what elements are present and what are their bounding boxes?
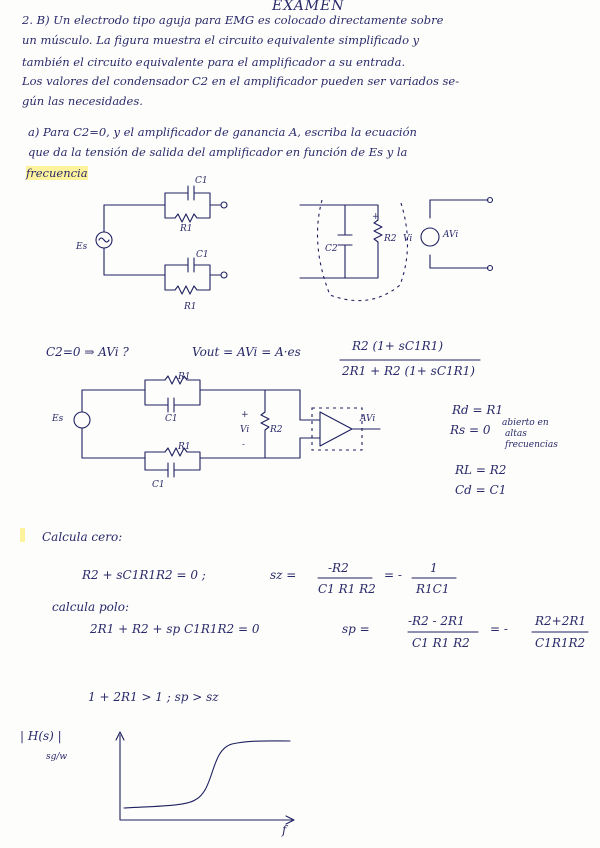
plus-label-2: + xyxy=(241,410,249,420)
minus-label: - xyxy=(242,440,246,450)
avi-output-label: AVi xyxy=(360,414,376,424)
sz-frac1-num: -R2 xyxy=(328,561,349,575)
note-rs: Rs = 0 xyxy=(450,423,491,437)
sz-frac2-num: 1 xyxy=(430,561,438,575)
c2-label: C2 xyxy=(325,244,338,254)
sp-label: sp = xyxy=(342,622,370,636)
sz-frac1-den: C1 R1 R2 xyxy=(318,582,376,596)
es-source-icon xyxy=(74,412,90,428)
graph-ylabel-2: sg/w xyxy=(46,752,68,762)
sp-frac2-num: R2+2R1 xyxy=(535,614,587,628)
graph-ylabel-1: | H(s) | xyxy=(20,729,62,743)
response-curve xyxy=(124,741,290,808)
problem-line-3: también el circuito equivalente para el amplificador a su entrada. xyxy=(22,55,406,69)
avi-source-label: AVi xyxy=(443,230,459,240)
sz-eq2: = - xyxy=(384,568,402,582)
sz-frac2-den: R1C1 xyxy=(416,582,450,596)
pole-heading: calcula polo: xyxy=(52,600,129,614)
problem-line-4: Los valores del condensador C2 en el amplificador pueden ser variados se- xyxy=(22,74,460,88)
pole-equation: 2R1 + R2 + sp C1R1R2 = 0 xyxy=(90,622,260,636)
frequency-response-graph xyxy=(116,732,294,824)
c1-top-label: C1 xyxy=(195,176,208,186)
full-circuit xyxy=(74,376,380,477)
dependent-source-icon xyxy=(421,228,439,246)
r1-bottom-label: R1 xyxy=(184,302,197,312)
c1-bottom-label-2: C1 xyxy=(152,480,165,490)
sp-frac2-den: C1R1R2 xyxy=(535,636,586,650)
problem-line-2: un músculo. La figura muestra el circuito equivalente simplificado y xyxy=(22,33,420,47)
sp-frac1-den: C1 R1 R2 xyxy=(412,636,470,650)
r2-label: R2 xyxy=(384,234,397,244)
note-rl: RL = R2 xyxy=(455,463,507,477)
sp-frac1-num: -R2 - 2R1 xyxy=(408,614,465,628)
part-a-line-1: a) Para C2=0, y el amplificador de ganancia A, escriba la ecuación xyxy=(28,125,417,139)
vi-label-2: Vi xyxy=(240,425,250,435)
electrode-circuit xyxy=(96,186,227,294)
zero-equation: R2 + sC1R1R2 = 0 ; xyxy=(82,568,206,582)
part-a-line-2: que da la tensión de salida del amplificador en función de Es y la xyxy=(28,145,408,159)
note-open-1: abierto en xyxy=(502,418,549,428)
es-label-2: Es xyxy=(52,414,64,424)
comparison: 1 + 2R1 > 1 ; sp > sz xyxy=(88,690,219,704)
exam-title: EXAMEN xyxy=(272,0,345,14)
plus-label: + xyxy=(372,212,380,222)
note-cd: Cd = C1 xyxy=(455,483,507,497)
problem-line-1: 2. B) Un electrodo tipo aguja para EMG es colocado directamente sobre xyxy=(22,13,444,27)
amplifier-icon xyxy=(320,412,352,446)
c2-zero-question: C2=0 ⇒ AVi ? xyxy=(46,345,129,359)
vout-numerator: R2 (1+ sC1R1) xyxy=(352,339,443,353)
zero-heading: Calcula cero: xyxy=(42,530,123,544)
note-rd: Rd = R1 xyxy=(452,403,504,417)
r1-bottom-label-2: R1 xyxy=(178,442,191,452)
vi-label: Vi xyxy=(403,234,413,244)
vout-equation: Vout = AVi = A·es xyxy=(192,345,301,359)
c1-bottom-label: C1 xyxy=(196,250,209,260)
note-open-2: altas xyxy=(505,429,527,439)
graph-xlabel: f xyxy=(282,823,287,837)
r1-top-label: R1 xyxy=(180,224,193,234)
problem-line-5: gún las necesidades. xyxy=(22,94,143,108)
r1-top-label-2: R1 xyxy=(178,372,191,382)
note-open-3: frecuencias xyxy=(505,440,558,450)
part-a-line-3: frecuencia xyxy=(26,166,88,180)
highlight-mark xyxy=(20,528,25,542)
sp-eq2: = - xyxy=(490,622,508,636)
es-label: Es xyxy=(76,242,88,252)
sz-label: sz = xyxy=(270,568,297,582)
vout-denominator: 2R1 + R2 (1+ sC1R1) xyxy=(342,364,475,378)
c1-top-label-2: C1 xyxy=(165,414,178,424)
r2-label-2: R2 xyxy=(270,425,283,435)
